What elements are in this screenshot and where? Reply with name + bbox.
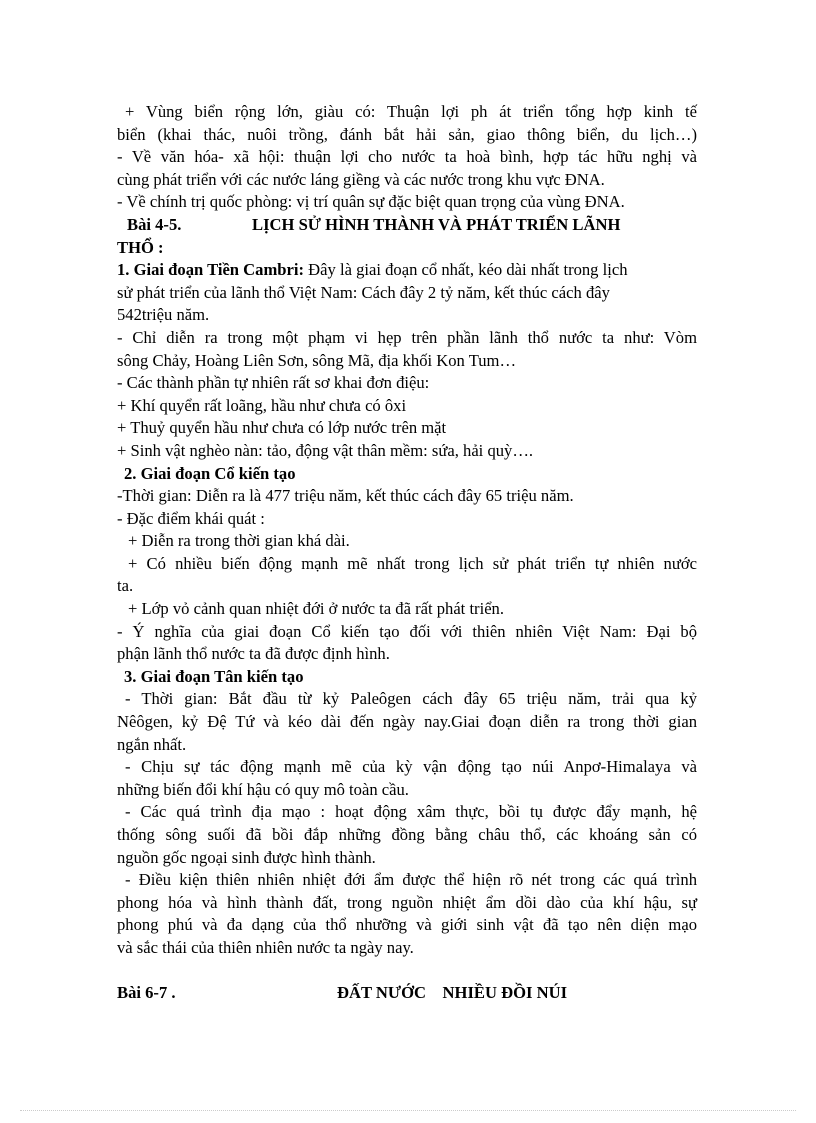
- text-line: + Thuỷ quyển hầu như chưa có lớp nước trên mặt: [117, 418, 447, 438]
- text-line: - Về văn hóa- xã hội: thuận lợi cho nước ta hoà bình, hợp tác hữu nghị và: [117, 147, 697, 167]
- text-line: biển (khai thác, nuôi trồng, đánh bắt hải sản, giao thông biển, du lịch…): [117, 124, 697, 144]
- text-line: + Vùng biển rộng lớn, giàu có: Thuận lợi ph át triển tổng hợp kinh tế: [125, 102, 697, 121]
- text-line: - Điều kiện thiên nhiên nhiệt đới ẩm được thể hiện rõ nét trong các quá trình: [125, 870, 697, 890]
- lesson-title-continued: THỔ :: [117, 237, 164, 257]
- text-line: phong phú và đa dạng của thổ nhưỡng và giới sinh vật đã tạo nên diện mạo: [117, 915, 697, 935]
- paragraph-stage-1: [117, 259, 697, 282]
- text-line: phận lãnh thổ nước ta đã được định hình.: [117, 644, 390, 664]
- text-line: ngắn nhất.: [117, 734, 187, 754]
- text-line: -Thời gian: Diễn ra là 477 triệu năm, kết thúc cách đây 65 triệu năm.: [117, 486, 574, 506]
- text-line: phong hóa và hình thành đất, trong nguồn nhiệt ẩm dồi dào của khí hậu, sự: [117, 892, 697, 912]
- text-line: những biến đổi khí hậu có quy mô toàn cầu.: [117, 779, 409, 799]
- lesson-title: LỊCH SỬ HÌNH THÀNH VÀ PHÁT TRIỂN LÃNH: [252, 214, 621, 234]
- text-line: Đây là giai đoạn cổ nhất, kéo dài nhất trong lịch: [304, 260, 628, 280]
- text-line: Nêôgen, kỷ Đệ Tứ và kéo dài đến ngày nay.Giai đoạn diễn ra trong thời gian: [117, 712, 697, 732]
- text-line: cùng phát triển với các nước láng giềng và các nước trong khu vực ĐNA.: [117, 169, 605, 189]
- page-divider: [20, 1110, 796, 1111]
- lesson-number: Bài 6-7 .: [117, 982, 176, 1002]
- text-line: + Lớp vỏ cảnh quan nhiệt đới ở nước ta đã rất phát triển.: [128, 599, 505, 619]
- text-line: - Thời gian: Bắt đầu từ kỷ Paleôgen cách đây 65 triệu năm, trải qua kỷ: [125, 689, 697, 709]
- text-line: nguồn gốc ngoại sinh được hình thành.: [117, 847, 376, 867]
- text-line: sử phát triển của lãnh thổ Việt Nam: Cách đây 2 tỷ năm, kết thúc cách đây: [117, 282, 610, 302]
- lesson-heading: [117, 214, 697, 237]
- text-line: thống sông suối đã bồi đắp những đồng bằng châu thổ, các khoáng sản có: [117, 825, 697, 844]
- text-line: - Về chính trị quốc phòng: vị trí quân sự đặc biệt quan trọng của vùng ĐNA.: [117, 192, 625, 212]
- text-line: + Khí quyển rất loãng, hầu như chưa có ôxi: [117, 395, 407, 415]
- section-heading: 2. Giai đoạn Cổ kiến tạo: [124, 463, 296, 483]
- text-line: - Đặc điểm khái quát :: [117, 508, 265, 528]
- text-line: + Có nhiều biến động mạnh mẽ nhất trong lịch sử phát triển tự nhiên nước: [128, 553, 697, 573]
- text-line: sông Chảy, Hoàng Liên Sơn, sông Mã, địa khối Kon Tum…: [117, 350, 517, 370]
- section-heading: 1. Giai đoạn Tiền Cambri:: [117, 260, 305, 280]
- text-line: - Ý nghĩa của giai đoạn Cổ kiến tạo đối với thiên nhiên Việt Nam: Đại bộ: [117, 621, 697, 641]
- text-line: + Sinh vật nghèo nàn: tảo, động vật thân mềm: sứa, hải quỳ….: [117, 440, 534, 460]
- lesson-title: ĐẤT NƯỚC NHIỀU ĐỒI NÚI: [337, 982, 568, 1002]
- text-line: - Chịu sự tác động mạnh mẽ của kỳ vận động tạo núi Anpơ-Himalaya và: [125, 757, 697, 777]
- text-line: ta.: [117, 576, 134, 596]
- lesson-number: Bài 4-5.: [127, 214, 182, 234]
- text-line: + Diễn ra trong thời gian khá dài.: [128, 531, 350, 551]
- text-line: - Các quá trình địa mạo : hoạt động xâm thực, bồi tụ được đẩy mạnh, hệ: [125, 802, 697, 822]
- document-page: [117, 101, 697, 1004]
- text-line: - Chỉ diễn ra trong một phạm vi hẹp trên phần lãnh thổ nước ta như: Vòm: [117, 327, 697, 347]
- text-line: - Các thành phần tự nhiên rất sơ khai đơn điệu:: [117, 373, 430, 393]
- text-line: 542triệu năm.: [117, 305, 210, 325]
- lesson-heading: [117, 982, 697, 1005]
- section-heading: 3. Giai đoạn Tân kiến tạo: [124, 666, 304, 686]
- text-line: và sắc thái của thiên nhiên nước ta ngày nay.: [117, 937, 414, 957]
- spacer: [117, 960, 697, 982]
